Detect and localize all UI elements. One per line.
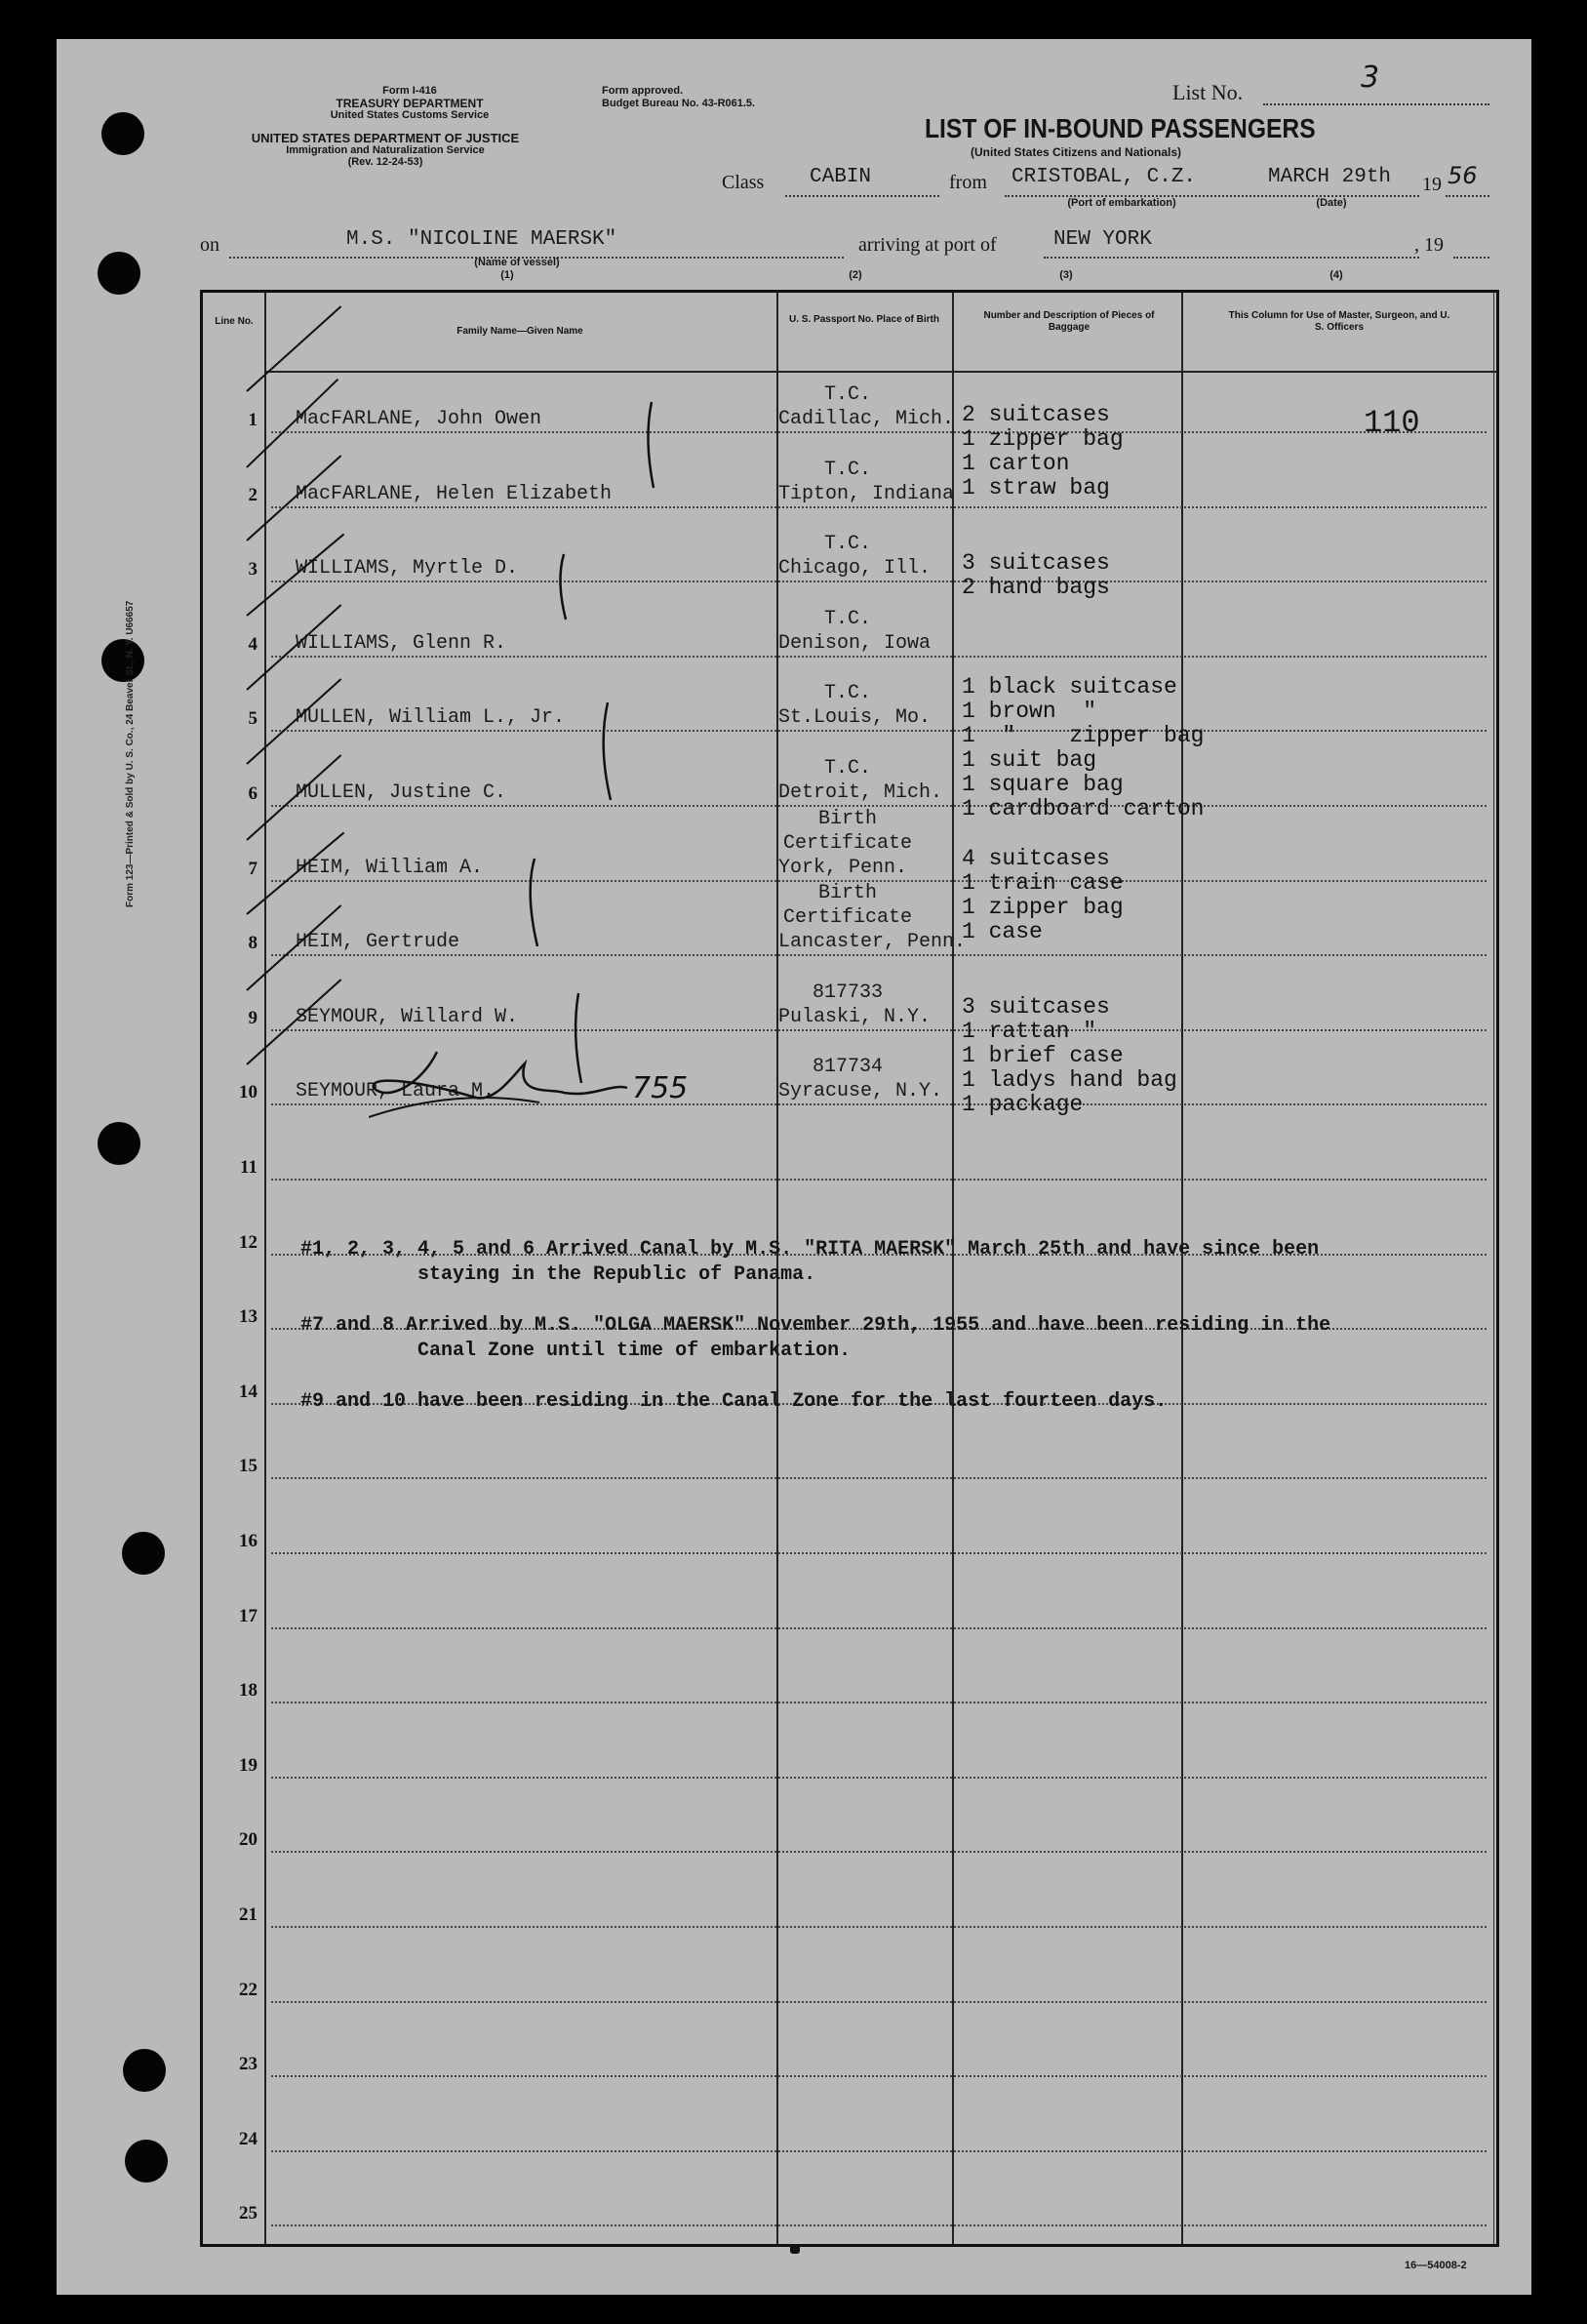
- embark-port: CRISTOBAL, C.Z.: [1012, 166, 1197, 188]
- ink-mark: [790, 2244, 800, 2254]
- passenger-name: MacFARLANE, John Owen: [296, 408, 542, 430]
- form-number: Form I-416: [382, 85, 437, 97]
- passenger-name: MULLEN, Justine C.: [296, 781, 507, 804]
- row-dotted-rule: [271, 1627, 1487, 1629]
- row-dotted-rule: [271, 1179, 1487, 1181]
- line-number: 23: [239, 2054, 258, 2075]
- punch-hole: [101, 639, 144, 682]
- passport-number: T.C.: [823, 458, 871, 481]
- caption-4: (4): [1329, 269, 1343, 281]
- treasury-heading: TREASURY DEPARTMENT: [336, 97, 484, 110]
- place-of-birth: Pulaski, N.Y.: [778, 1005, 932, 1028]
- passport-number: T.C.: [823, 757, 871, 780]
- line-number: 24: [239, 2128, 258, 2149]
- passenger-name: MacFARLANE, Helen Elizabeth: [296, 482, 613, 505]
- passenger-name: HEIM, William A.: [296, 856, 484, 879]
- row-dotted-rule: [271, 1926, 1487, 1928]
- from-label: from: [949, 172, 987, 193]
- vessel-name: M.S. "NICOLINE MAERSK": [346, 228, 617, 251]
- justice-heading: UNITED STATES DEPARTMENT OF JUSTICE: [251, 131, 520, 145]
- arrival-line: [1044, 257, 1419, 259]
- passport-number: T.C.: [823, 533, 871, 556]
- revision: (Rev. 12-24-53): [347, 156, 423, 168]
- punch-hole: [123, 2049, 166, 2092]
- year-line: [1446, 195, 1489, 197]
- table-row: [203, 1417, 1496, 1491]
- header-passport: U. S. Passport No. Place of Birth: [789, 314, 939, 325]
- place-of-birth: Lancaster, Penn.: [778, 931, 967, 954]
- place-of-birth: Cadillac, Mich.: [778, 408, 955, 430]
- passenger-name: WILLIAMS, Myrtle D.: [296, 557, 519, 581]
- line-number: 22: [239, 1979, 258, 2000]
- line-number: 25: [239, 2203, 258, 2224]
- place-of-birth: Syracuse, N.Y.: [778, 1080, 943, 1103]
- passport-number: 817734: [812, 1056, 883, 1079]
- embark-caption: (Port of embarkation): [1067, 197, 1176, 209]
- passport-number: T.C.: [823, 607, 871, 630]
- row-dotted-rule: [271, 2150, 1487, 2152]
- class-line: [785, 195, 939, 197]
- passport-note: Birth: [817, 882, 877, 905]
- passenger-name: SEYMOUR, Laura M.: [296, 1080, 496, 1103]
- class-label: Class: [722, 172, 765, 193]
- punch-hole: [98, 252, 140, 295]
- passport-number: 817733: [812, 981, 883, 1004]
- passport-number: T.C.: [823, 383, 871, 406]
- line-number: 9: [248, 1007, 258, 1028]
- line-number: 13: [239, 1306, 258, 1328]
- baggage-block: 2 suitcases 1 zipper bag 1 carton 1 straw bag: [962, 402, 1124, 501]
- family-brace-marks: [203, 293, 1496, 1171]
- passenger-name: WILLIAMS, Glenn R.: [296, 631, 507, 655]
- ins-heading: Immigration and Naturalization Service: [286, 144, 485, 156]
- list-no-line: [1263, 103, 1489, 105]
- line-number: 10: [239, 1082, 258, 1103]
- passport-number: Certificate: [782, 906, 913, 930]
- place-of-birth: Tipton, Indiana: [778, 482, 955, 505]
- header-officers: This Column for Use of Master, Surgeon, and U. S. Officers: [1228, 310, 1450, 333]
- remark-note: #1, 2, 3, 4, 5 and 6 Arrived Canal by M.S. "RITA MAERSK" March 25th and have since been staying in the Republic of Panama.: [300, 1238, 1320, 1286]
- row-dotted-rule: [271, 2075, 1487, 2077]
- row-dotted-rule: [271, 1702, 1487, 1703]
- remark-note: #7 and 8 Arrived by M.S. "OLGA MAERSK" November 29th, 1955 and have been residing in the Canal Zone until time of embarkation.: [300, 1314, 1331, 1362]
- table-row: [203, 2164, 1496, 2238]
- printer-imprint: Form 123—Printed & Sold by U. S. Co., 24 Beaver St., N. Y. U66657: [125, 600, 136, 907]
- line-number: 14: [239, 1381, 258, 1402]
- header-line-no: Line No.: [215, 316, 254, 327]
- table-row: [203, 1716, 1496, 1790]
- line-number: 16: [239, 1531, 258, 1551]
- line-number: 21: [239, 1904, 258, 1925]
- table-row: [203, 1492, 1496, 1566]
- arrival-date: MARCH 29th: [1268, 166, 1392, 188]
- caption-1: (1): [500, 269, 514, 281]
- punch-hole: [122, 1532, 165, 1575]
- year-prefix: 19: [1422, 174, 1442, 195]
- table-row: [203, 1941, 1496, 2015]
- line-number: 18: [239, 1680, 258, 1702]
- table-row: [203, 2090, 1496, 2164]
- year-value: 56: [1448, 162, 1478, 189]
- line-number: 4: [248, 633, 258, 655]
- header-baggage: Number and Description of Pieces of Baggage: [983, 310, 1155, 333]
- passenger-table: [200, 290, 1499, 2247]
- officer-count: 110: [1364, 405, 1420, 441]
- line-number: 8: [248, 933, 258, 954]
- row-dotted-rule: [271, 2001, 1487, 2003]
- customs-heading: United States Customs Service: [330, 109, 490, 121]
- year-2-prefix: , 19: [1414, 234, 1444, 256]
- punch-hole: [101, 112, 144, 155]
- date-caption: (Date): [1316, 197, 1347, 209]
- row-dotted-rule: [271, 1851, 1487, 1853]
- passenger-name: HEIM, Gertrude: [296, 931, 460, 954]
- baggage-block: 3 suitcases 2 hand bags: [962, 550, 1110, 600]
- footer-code: 16—54008-2: [1405, 2260, 1467, 2271]
- baggage-block: 4 suitcases 1 train case 1 zipper bag 1 case: [962, 846, 1124, 944]
- table-row: [203, 1865, 1496, 1940]
- punch-hole: [125, 2140, 168, 2183]
- form-subtitle: (United States Citizens and Nationals): [971, 145, 1182, 159]
- line-number: 3: [248, 559, 258, 581]
- line-number: 1: [248, 410, 258, 430]
- place-of-birth: Chicago, Ill.: [778, 557, 932, 581]
- caption-2: (2): [849, 269, 862, 281]
- header-family-name: Family Name—Given Name: [456, 326, 583, 337]
- line-number: 12: [239, 1231, 258, 1253]
- year-2-line: [1453, 257, 1489, 259]
- punch-hole: [98, 1122, 140, 1165]
- line-number: 19: [239, 1754, 258, 1776]
- table-row: [203, 2015, 1496, 2089]
- arriving-label: arriving at port of: [858, 234, 997, 256]
- inspector-signature: [369, 1044, 778, 1142]
- place-of-birth: St.Louis, Mo.: [778, 706, 932, 730]
- place-of-birth: York, Penn.: [778, 856, 908, 879]
- passenger-name: SEYMOUR, Willard W.: [296, 1005, 519, 1028]
- list-number: 3: [1361, 60, 1380, 95]
- line-number: 6: [248, 783, 258, 804]
- budget-bureau: Budget Bureau No. 43-R061.5.: [602, 98, 756, 109]
- line-number: 5: [248, 708, 258, 730]
- row-dotted-rule: [271, 1777, 1487, 1779]
- passenger-name: MULLEN, William L., Jr.: [296, 706, 566, 730]
- row-dotted-rule: [271, 1552, 1487, 1554]
- arrival-port: NEW YORK: [1053, 228, 1152, 251]
- line-number: 20: [239, 1829, 258, 1851]
- baggage-block: 1 black suitcase 1 brown " 1 " zipper bag 1 suit bag 1 square bag 1 cardboard carton: [962, 674, 1205, 821]
- line-number: 15: [239, 1456, 258, 1477]
- caption-3: (3): [1059, 269, 1073, 281]
- on-label: on: [200, 234, 219, 256]
- table-row: [203, 1790, 1496, 1864]
- class-value: CABIN: [810, 166, 872, 188]
- line-number: 17: [239, 1605, 258, 1626]
- row-dotted-rule: [271, 1477, 1487, 1479]
- table-row: [203, 1641, 1496, 1715]
- place-of-birth: Detroit, Mich.: [778, 781, 943, 804]
- remark-note: #9 and 10 have been residing in the Canal Zone for the last fourteen days.: [300, 1390, 1168, 1413]
- passport-note: Birth: [817, 807, 877, 830]
- signature-number: 755: [632, 1071, 689, 1105]
- line-number: 7: [248, 858, 258, 879]
- row-dotted-rule: [271, 2224, 1487, 2226]
- table-row: [203, 1567, 1496, 1641]
- list-no-label: List No.: [1172, 80, 1244, 104]
- baggage-block: 3 suitcases 1 rattan " 1 brief case 1 ladys hand bag 1 package: [962, 994, 1177, 1117]
- line-number: 11: [240, 1157, 258, 1178]
- line-number: 2: [248, 484, 258, 505]
- passport-number: T.C.: [823, 682, 871, 705]
- place-of-birth: Denison, Iowa: [778, 631, 932, 655]
- vessel-caption: (Name of vessel): [474, 257, 560, 268]
- form-approved: Form approved.: [602, 85, 684, 97]
- passport-number: Certificate: [782, 831, 913, 855]
- form-title: LIST OF IN-BOUND PASSENGERS: [925, 113, 1316, 143]
